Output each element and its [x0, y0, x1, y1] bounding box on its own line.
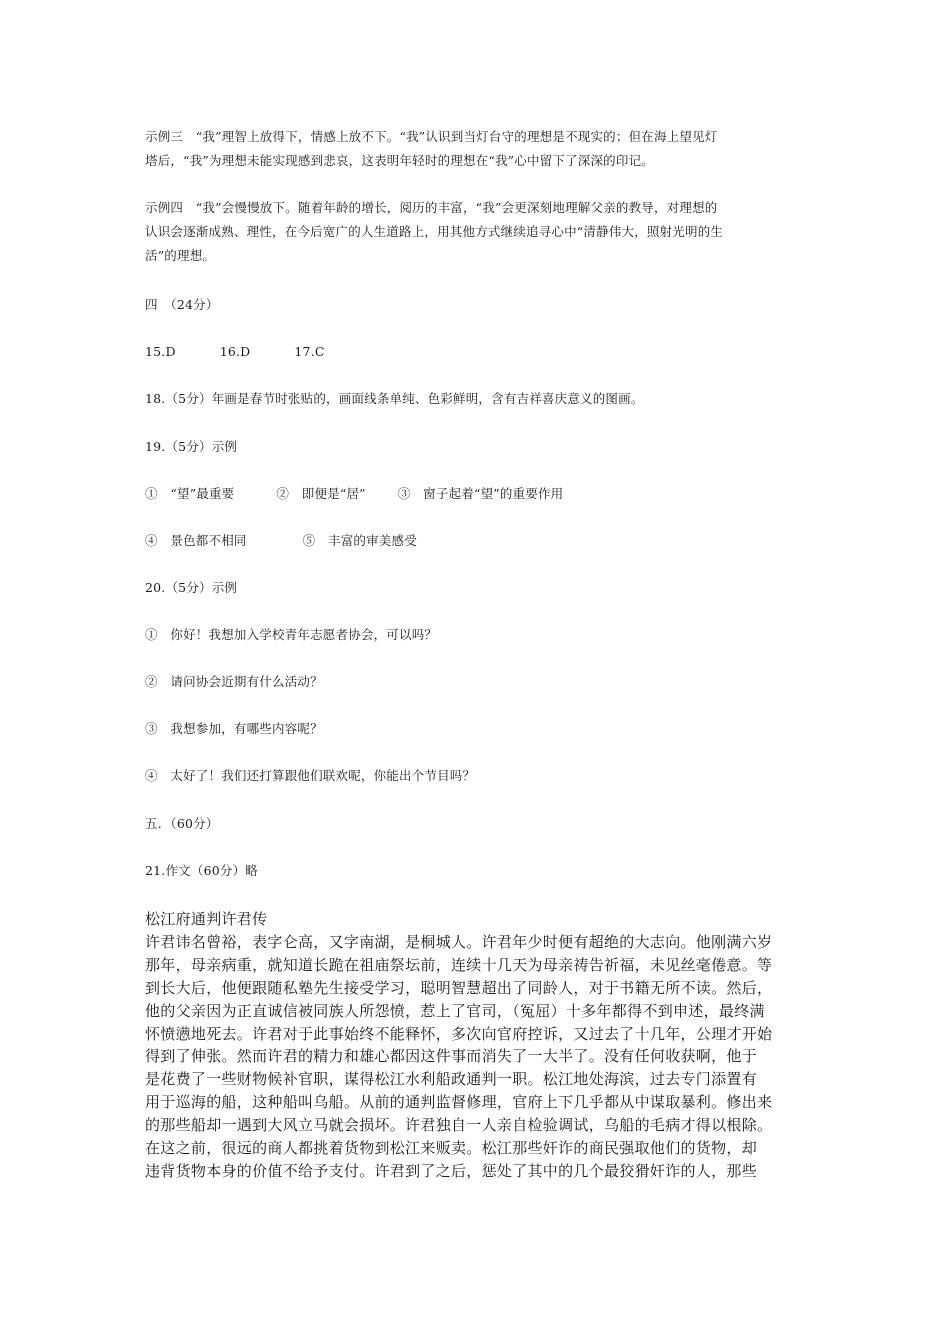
- translation-line: 许君讳名曾裕，表字仑高，又字南湖，是桐城人。许君年少时便有超绝的大志向。他刚满六岁: [145, 932, 773, 951]
- answer-example-4: [145, 196, 815, 268]
- translation-line: 那年，母亲病重，就知道长跪在祖庙祭坛前，连续十几天为母亲祷告祈福，未见丝毫倦意。等: [145, 955, 773, 974]
- answer-19-item: ⑤ 丰富的审美感受: [302, 533, 417, 548]
- translation-line: 他的父亲因为正直诚信被同族人所怨愤，惹上了官司，（冤屈）十多年都得不到申述，最终满: [145, 1001, 765, 1020]
- answer-20-item: ③ 我想参加，有哪些内容呢？: [145, 721, 323, 736]
- answer-19-title: 19.（5分）示例: [145, 439, 238, 454]
- text-line: 示例三 “我”理智上放得下，情感上放不下。“我”认识到当灯台守的理想是不现实的；但在海上望见灯: [145, 129, 718, 144]
- answer-15: 15.D: [145, 344, 176, 359]
- answer-19-item: ④ 景色都不相同: [145, 533, 247, 548]
- translation-line: 用于巡海的船，这种船叫乌船。从前的通判监督修理，官府上下几乎都从中谋取暴利。修出来: [145, 1093, 773, 1112]
- text-line: 活”的理想。: [145, 248, 216, 263]
- translation-line: 到长大后，他便跟随私塾先生接受学习，聪明智慧超出了同龄人，对于书籍无所不读。然后，: [145, 978, 773, 997]
- answer-19-row-2: [145, 529, 815, 553]
- translation-line: 的那些船却一遇到大风立马就会损坏。许君独自一人亲自检验调试，乌船的毛病才得以根除。: [145, 1116, 773, 1135]
- translation-line: 是花费了一些财物候补官职，谋得松江水利船政通判一职。松江地处海滨，过去专门添置有: [145, 1070, 758, 1089]
- section-4-heading: 四 （24分）: [145, 297, 219, 312]
- answer-example-3: [145, 125, 815, 173]
- translation-line: 怀愤懑地死去。许君对于此事始终不能释怀，多次向官府控诉，又过去了十几年，公理才开始: [145, 1024, 773, 1043]
- answer-20-item: ① 你好！我想加入学校青年志愿者协会，可以吗？: [145, 627, 438, 642]
- answer-21: 21.作文（60分）略: [145, 863, 258, 878]
- translation-line: 在这之前，很远的商人都挑着货物到松江来贩卖。松江那些奸诈的商民强取他们的货物，却: [145, 1139, 758, 1158]
- answer-19-item: ① “望”最重要: [145, 486, 235, 501]
- answer-16: 16.D: [219, 344, 251, 359]
- answer-19-item: ② 即便是“居”: [276, 486, 366, 501]
- answer-17: 17.C: [294, 344, 325, 359]
- text-line: 塔后，“我”为理想未能实现感到悲哀，这表明年轻时的理想在“我”心中留下了深深的印记。: [145, 153, 654, 168]
- answer-19-item: ③ 窗子起着“望”的重要作用: [397, 486, 564, 501]
- answer-19-row-1: [145, 482, 815, 506]
- answer-20-title: 20.（5分）示例: [145, 580, 238, 595]
- multiple-choice-answers: [145, 340, 815, 364]
- answer-20-item: ② 请问协会近期有什么活动？: [145, 674, 323, 689]
- translation-line: 得到了伸张。然而许君的精力和雄心都因这件事而消失了一大半了。没有任何收获啊，他于: [145, 1047, 758, 1066]
- answer-20-item: ④ 太好了！我们还打算跟他们联欢呢，你能出个节目吗？: [145, 768, 476, 783]
- translation-title: 松江府通判许君传: [145, 910, 268, 928]
- section-5-heading: 五．（60分）: [145, 816, 219, 831]
- text-line: 认识会逐渐成熟、理性，在今后宽广的人生道路上，用其他方式继续追寻心中“清静伟大，照射光明的生: [145, 224, 724, 239]
- text-line: 示例四 “我”会慢慢放下。随着年龄的增长，阅历的丰富，“我”会更深刻地理解父亲的教导，对理想的: [145, 200, 718, 215]
- answer-18: 18.（5分）年画是春节时张贴的，画面线条单纯、色彩鲜明，含有吉祥喜庆意义的图画。: [145, 391, 644, 406]
- translation-section: [145, 908, 815, 1183]
- translation-line: 违背货物本身的价值不给予支付。许君到了之后，惩处了其中的几个最狡猾奸诈的人，那些: [145, 1161, 758, 1180]
